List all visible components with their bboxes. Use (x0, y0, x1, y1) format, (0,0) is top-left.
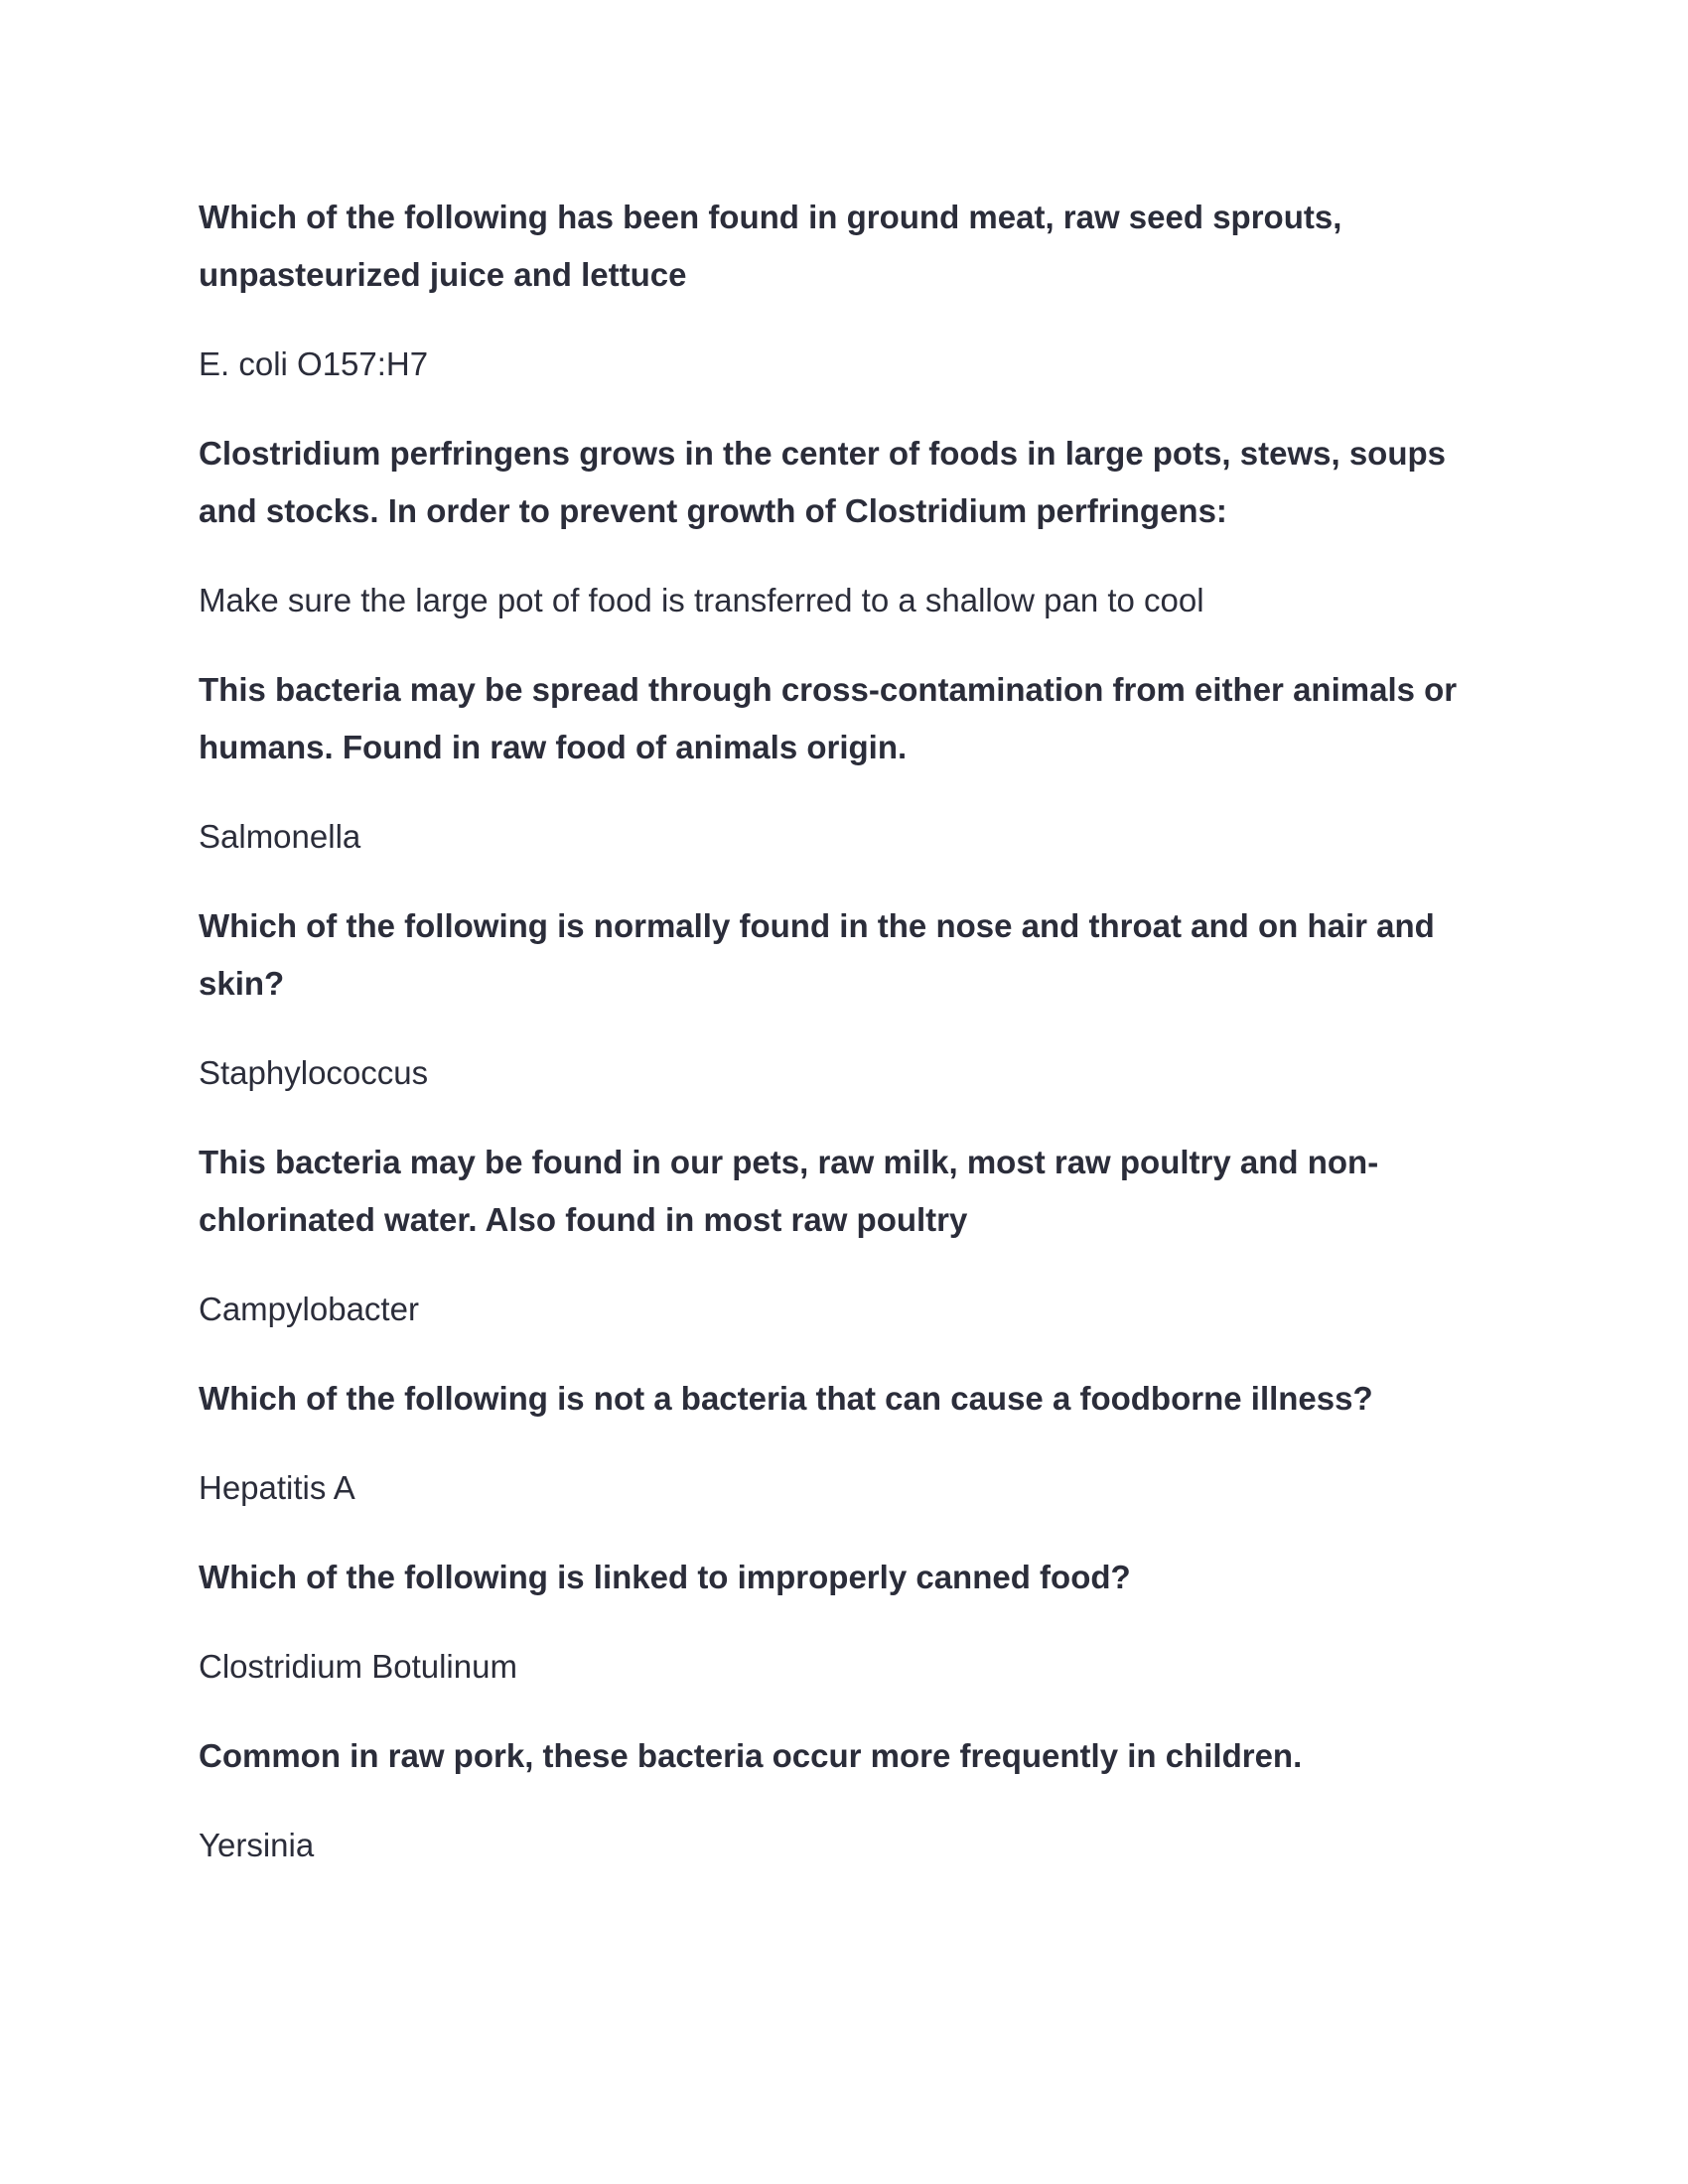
question-text: Which of the following is normally found in the nose and throat and on hair and skin? (199, 907, 1435, 1002)
answer-text: Campylobacter (199, 1291, 419, 1327)
question-text: This bacteria may be spread through cross-contamination from either animals or humans. Found in raw food of animals origin. (199, 671, 1458, 765)
question-text: Common in raw pork, these bacteria occur more frequently in children. (199, 1737, 1303, 1774)
answer-text: Clostridium Botulinum (199, 1648, 517, 1685)
qa-item (199, 1549, 1489, 1696)
answer-text: Salmonella (199, 818, 361, 855)
answer-text: Yersinia (199, 1827, 315, 1863)
qa-item (199, 1370, 1489, 1517)
answer-text: Make sure the large pot of food is transferred to a shallow pan to cool (199, 582, 1204, 618)
question-text: Which of the following is not a bacteria that can cause a foodborne illness? (199, 1380, 1373, 1417)
question-text: This bacteria may be found in our pets, raw milk, most raw poultry and non-chlorinated water. Also found in most raw poultry (199, 1144, 1379, 1238)
question-text: Which of the following has been found in ground meat, raw seed sprouts, unpasteurized juice and lettuce (199, 199, 1342, 293)
qa-item (199, 661, 1489, 866)
answer-text: E. coli O157:H7 (199, 345, 429, 382)
answer-text: Staphylococcus (199, 1054, 429, 1091)
document-page (199, 189, 1489, 1906)
qa-item (199, 189, 1489, 393)
question-text: Which of the following is linked to improperly canned food? (199, 1559, 1131, 1595)
answer-text: Hepatitis A (199, 1469, 355, 1506)
qa-item (199, 1727, 1489, 1874)
qa-item (199, 1134, 1489, 1338)
question-text: Clostridium perfringens grows in the center of foods in large pots, stews, soups and stocks. In order to prevent growth of Clostridium perfringens: (199, 435, 1446, 529)
qa-item (199, 425, 1489, 629)
qa-item (199, 897, 1489, 1102)
